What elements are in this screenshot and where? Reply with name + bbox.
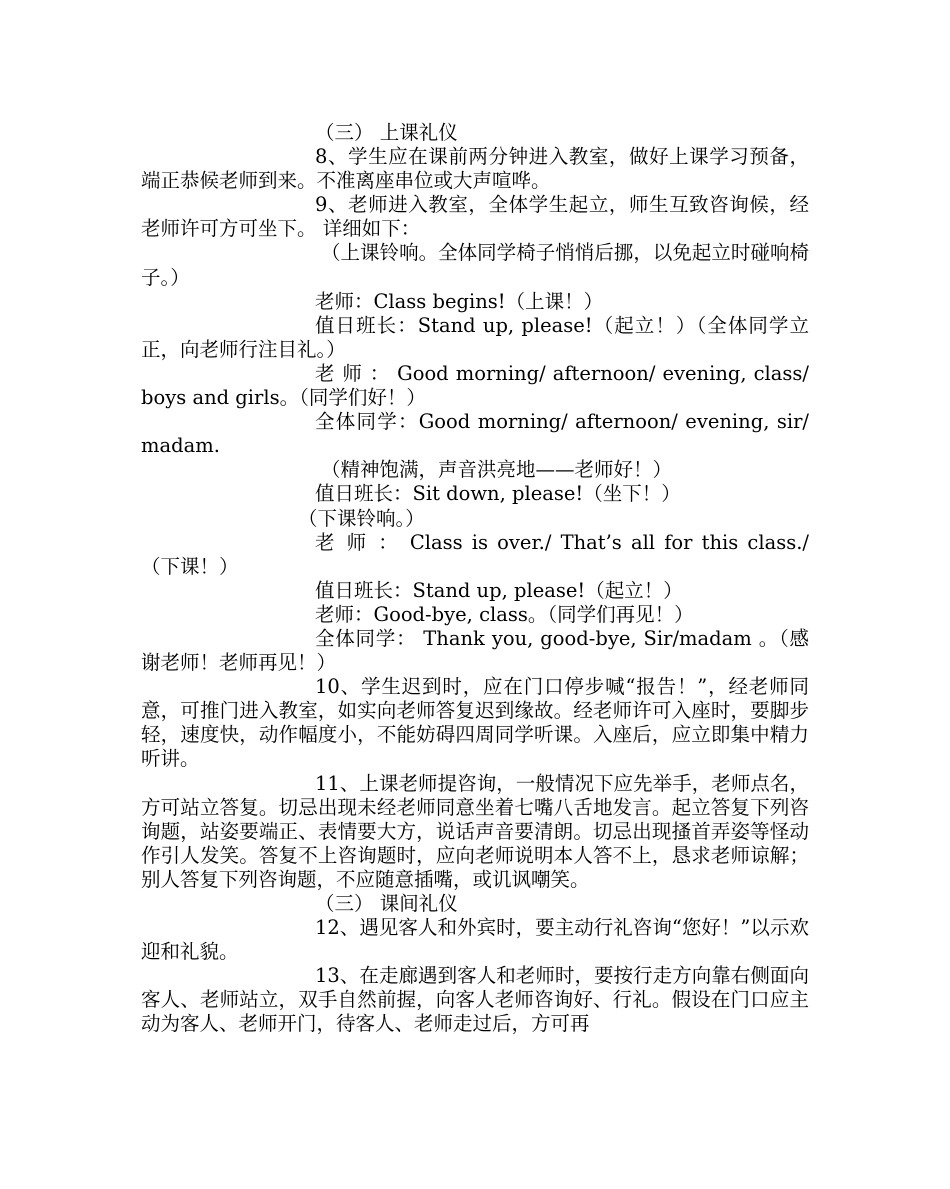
paragraph-9-end-bell: （下课铃响。） [298,506,425,530]
paragraph-10: 10、学生迟到时，应在门口停步喊“报告！”，经老师同意，可推门进入教室，如实向老师答复迟到缘故。经老师许可入座时，要脚步轻，速度快，动作幅度小，不能妨碍四周同学听课。入座后，应立即集中精力听讲。 [141,675,809,771]
section-heading-class-etiquette: （三） 上课礼仪 [315,121,458,144]
paragraph-9-monitor-stand-2: 值日班长：Stand up, please!（起立！） [315,578,683,602]
paragraph-11: 11、上课老师提咨询，一般情况下应先举手，老师点名，方可站立答复。切忌出现未经老师同意坐着七嘴八舌地发言。起立答复下列咨询题，站姿要端正、表情要大方，说话声音要清朗。切忌出现搔首弄姿等怪动作引人发笑。答复不上咨询题时，应向老师说明本人答不上，恳求老师谅解；别人答复下列咨询题，不应随意插嘴，或讥讽嘲笑。 [141,771,809,891]
document-body [141,121,809,1037]
paragraph-9-students-greeting: 全体同学：Good morning/ afternoon/ evening, sir/ madam. [141,410,809,458]
paragraph-12: 12、遇见客人和外宾时，要主动行礼咨询“您好！”以示欢迎和礼貌。 [141,916,809,964]
paragraph-9-teacher-goodbye: 老师：Good-bye, class。（同学们再见！） [315,602,694,626]
paragraph-9-spirit: （精神饱满，声音洪亮地——老师好！） [321,458,673,482]
paragraph-9-students-goodbye: 全体同学： Thank you, good-bye, Sir/madam 。（感谢老师！老师再见！） [141,626,809,675]
paragraph-9-bell: （上课铃响。全体同学椅子悄悄后挪，以免起立时碰响椅子。） [141,241,809,289]
section-heading-break-etiquette: （三） 课间礼仪 [315,892,458,915]
paragraph-9-teacher-begin: 老师：Class begins!（上课！） [315,289,604,313]
paragraph-9: 9、老师进入教室，全体学生起立，师生互致咨询候，经老师许可方可坐下。 详细如下： [141,193,809,241]
paragraph-9-monitor-sit: 值日班长：Sit down, please!（坐下！） [315,482,681,506]
paragraph-8: 8、学生应在课前两分钟进入教室，做好上课学习预备，端正恭候老师到来。不准离座串位或大声喧哗。 [141,145,809,193]
paragraph-9-monitor-stand: 值日班长：Stand up, please!（起立！）（全体同学立正，向老师行注目礼。） [141,313,809,361]
paragraph-9-teacher-greeting: 老 师 ： Good morning/ afternoon/ evening, class/ boys and girls。（同学们好！） [141,361,809,410]
paragraph-9-teacher-over: 老 师 ： Class is over./ That’s all for this class./ （下课！） [141,530,809,578]
paragraph-13: 13、在走廊遇到客人和老师时，要按行走方向靠右侧面向客人、老师站立，双手自然前握，向客人老师咨询好、行礼。假设在门口应主动为客人、老师开门，待客人、老师走过后，方可再 [141,964,809,1036]
